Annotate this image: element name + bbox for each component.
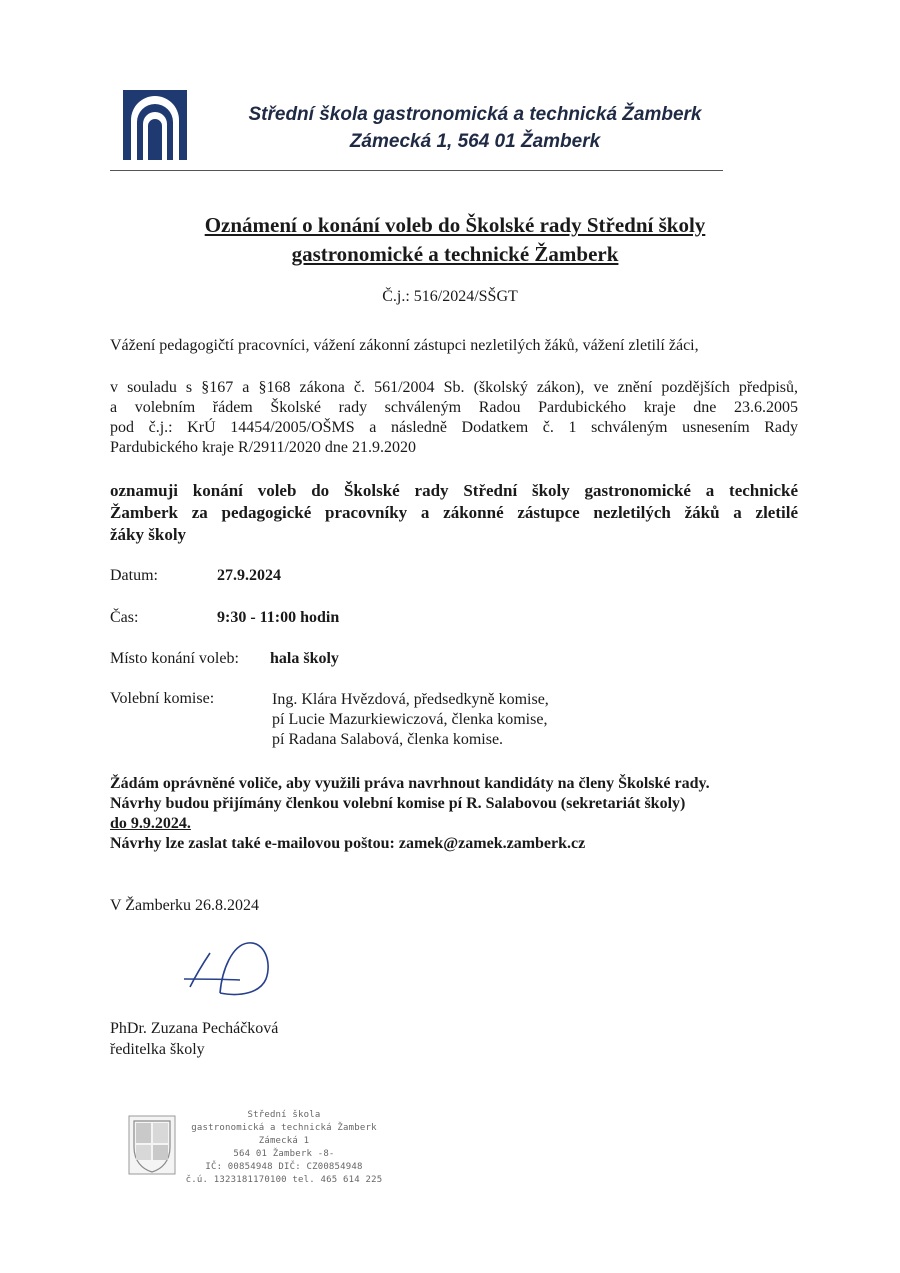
commission-members <box>272 690 549 750</box>
legal-basis-line: a volebním řádem Školské rady schváleným Radou Pardubického kraje dne 23.6.2005 <box>110 399 798 416</box>
document-title-line1: Oznámení o konání voleb do Školské rady Střední školy <box>204 213 706 237</box>
document-title-line2: gastronomické a technické Žamberk <box>291 242 619 266</box>
request-deadline: do 9.9.2024. <box>110 815 191 832</box>
stamp-line: IČ: 00854948 DIČ: CZ00854948 <box>205 1162 363 1172</box>
salutation: Vážení pedagogičtí pracovníci, vážení zákonní zástupci nezletilých žáků, vážení zletilí žáci, <box>110 337 699 354</box>
commission-label: Volební komise: <box>110 690 215 707</box>
announcement-line: Žamberk za pedagogické pracovníky a zákonné zástupce nezletilých žáků a zletilé <box>110 503 798 522</box>
announcement-line: žáky školy <box>110 525 187 544</box>
legal-basis-paragraph <box>110 378 798 458</box>
signature-icon <box>180 935 290 1005</box>
request-line: Žádám oprávněné voliče, aby využili práva navrhnout kandidáty na členy Školské rady. <box>110 775 710 792</box>
place-label: Místo konání voleb: <box>110 650 239 667</box>
announcement-paragraph <box>110 480 798 546</box>
legal-basis-line: pod č.j.: KrÚ 14454/2005/OŠMS a následně Dodatkem č. 1 schváleným usnesením Rady <box>110 419 798 436</box>
commission-member: pí Lucie Mazurkiewiczová, členka komise, <box>272 711 548 728</box>
coat-of-arms-icon <box>128 1115 176 1175</box>
stamp-line: gastronomická a technická Žamberk <box>191 1123 377 1133</box>
request-email-line: Návrhy lze zaslat také e-mailovou poštou: zamek@zamek.zamberk.cz <box>110 835 586 852</box>
time-value: 9:30 - 11:00 hodin <box>217 609 340 626</box>
stamp-line: č.ú. 1323181170100 tel. 465 614 225 <box>185 1175 383 1185</box>
commission-member: pí Radana Salabová, členka komise. <box>272 731 504 748</box>
date-value: 27.9.2024 <box>217 567 281 584</box>
commission-member: Ing. Klára Hvězdová, předsedkyně komise, <box>272 691 549 708</box>
school-address: Zámecká 1, 564 01 Žamberk <box>349 131 601 152</box>
stamp-line: 564 01 Žamberk -8- <box>233 1149 335 1159</box>
legal-basis-line: Pardubického kraje R/2911/2020 dne 21.9.2020 <box>110 439 417 456</box>
signatory-name: PhDr. Zuzana Pecháčková <box>110 1020 279 1037</box>
school-name: Střední škola gastronomická a technická Žamberk <box>248 104 702 125</box>
announcement-line: oznamuji konání voleb do Školské rady Střední školy gastronomické a technické <box>110 481 798 500</box>
school-logo-icon <box>123 90 187 160</box>
request-line: Návrhy budou přijímány členkou volební komise pí R. Salabovou (sekretariát školy) <box>110 795 686 812</box>
request-paragraph <box>110 774 710 854</box>
school-stamp <box>184 1109 384 1187</box>
legal-basis-line: v souladu s §167 a §168 zákona č. 561/2004 Sb. (školský zákon), ve znění pozdějších předpisů, <box>110 379 798 396</box>
date-label: Datum: <box>110 567 158 584</box>
header-divider <box>110 170 723 171</box>
place-and-date: V Žamberku 26.8.2024 <box>110 897 260 914</box>
place-value: hala školy <box>270 650 339 667</box>
reference-number: Č.j.: 516/2024/SŠGT <box>382 288 518 305</box>
signatory-role: ředitelka školy <box>110 1041 205 1058</box>
time-label: Čas: <box>110 609 139 626</box>
stamp-line: Zámecká 1 <box>258 1136 310 1146</box>
stamp-line: Střední škola <box>247 1110 321 1120</box>
